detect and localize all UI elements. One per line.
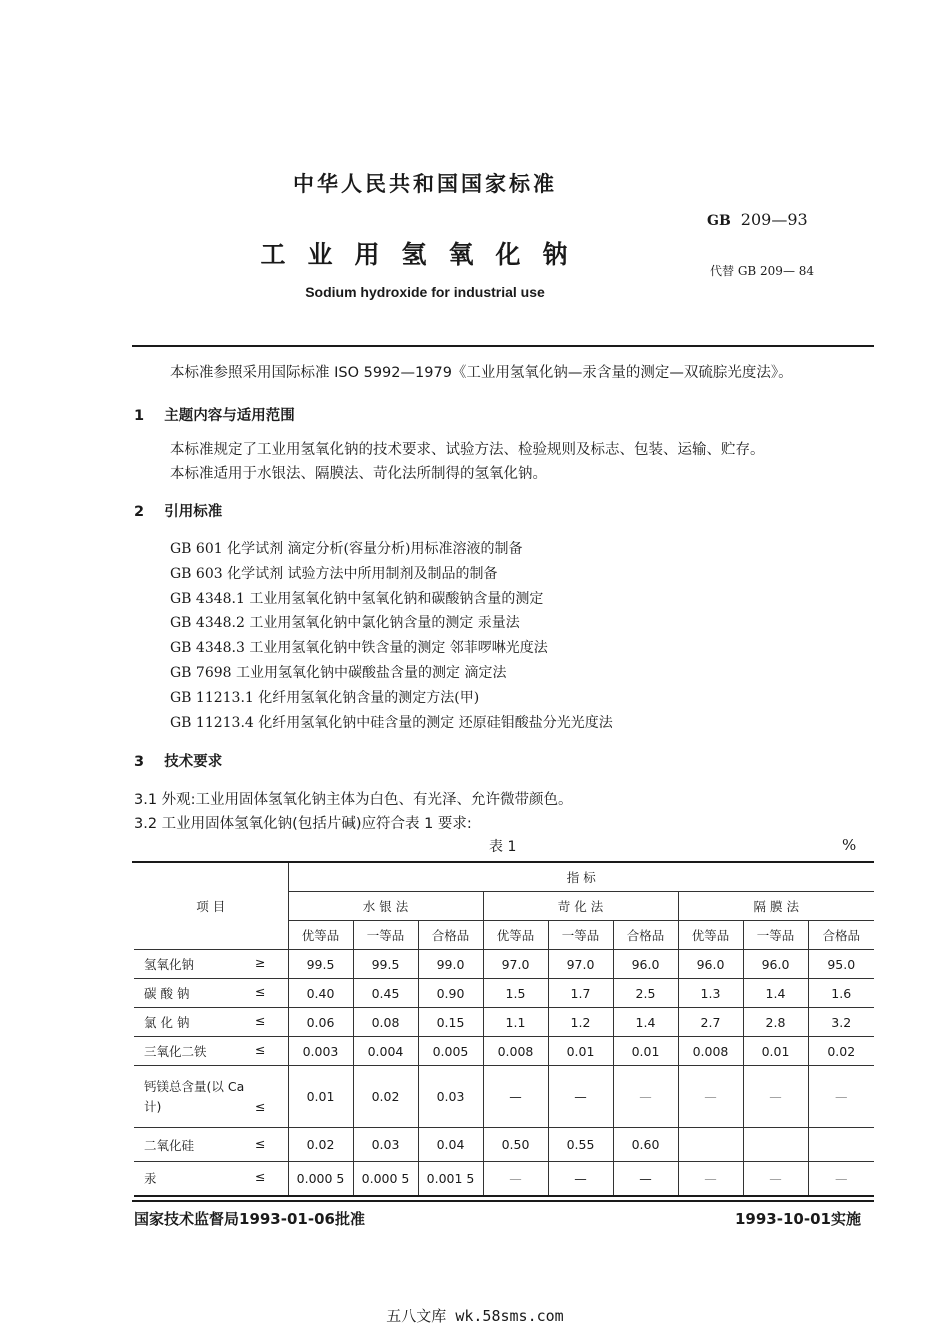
table-cell: 2.7 xyxy=(678,1008,743,1037)
grade-header: 一等品 xyxy=(743,921,808,950)
section-2-title: 引用标准 xyxy=(164,504,223,520)
table-cell: — xyxy=(678,1066,743,1128)
specification-table xyxy=(134,863,874,1197)
table-cell: — xyxy=(548,1162,613,1196)
row-name: 汞 xyxy=(144,1171,157,1187)
row-operator: ≤ xyxy=(255,1169,266,1185)
table-cell: 0.000 5 xyxy=(288,1162,353,1196)
english-title: Sodium hydroxide for industrial use xyxy=(305,284,545,300)
standard-number xyxy=(707,210,808,229)
table-cell: — xyxy=(613,1066,678,1128)
table-cell: 1.4 xyxy=(743,979,808,1008)
method-mercury: 水 银 法 xyxy=(288,892,483,921)
table-cell: 0.15 xyxy=(418,1008,483,1037)
table-header-row xyxy=(134,863,874,892)
row-label xyxy=(134,1162,288,1196)
table-cell: 1.6 xyxy=(808,979,874,1008)
row-name: 三氧化二铁 xyxy=(144,1044,207,1059)
method-diaphragm: 隔 膜 法 xyxy=(678,892,874,921)
table-cell: 0.90 xyxy=(418,979,483,1008)
footer-divider xyxy=(132,1200,874,1202)
section-1-number: 1 xyxy=(134,408,145,424)
table-cell xyxy=(743,1128,808,1162)
approval-statement: 国家技术监督局1993-01-06批准 xyxy=(134,1210,365,1228)
row-label xyxy=(134,950,288,979)
table-cell: 0.02 xyxy=(288,1128,353,1162)
reference-item: GB 11213.1 化纤用氢氧化钠含量的测定方法(甲) xyxy=(170,690,480,706)
table-cell: 96.0 xyxy=(743,950,808,979)
table-cell: 0.04 xyxy=(418,1128,483,1162)
table-row xyxy=(134,1066,874,1128)
clause-3-2: 3.2 工业用固体氢氧化钠(包括片碱)应符合表 1 要求: xyxy=(134,816,472,832)
table-cell: 0.02 xyxy=(353,1066,418,1128)
reference-item: GB 7698 工业用氢氧化钠中碳酸盐含量的测定 滴定法 xyxy=(170,665,507,681)
row-name: 二氧化硅 xyxy=(144,1137,195,1153)
table-row xyxy=(134,1162,874,1196)
table-cell: 1.7 xyxy=(548,979,613,1008)
standard-prefix: GB xyxy=(707,213,731,229)
table-cell: 0.01 xyxy=(613,1037,678,1066)
table-cell: 0.06 xyxy=(288,1008,353,1037)
standard-code: 209—93 xyxy=(740,210,808,229)
reference-item: GB 4348.1 工业用氢氧化钠中氢氧化钠和碳酸钠含量的测定 xyxy=(170,591,544,607)
table-cell: 2.8 xyxy=(743,1008,808,1037)
table-cell: 99.5 xyxy=(353,950,418,979)
table-row xyxy=(134,1008,874,1037)
table-cell: 0.02 xyxy=(808,1037,874,1066)
reference-item: GB 4348.2 工业用氢氧化钠中氯化钠含量的测定 汞量法 xyxy=(170,615,520,631)
row-name: 钙镁总含量(以 Ca xyxy=(144,1078,245,1094)
table-cell: 0.45 xyxy=(353,979,418,1008)
table-unit: % xyxy=(842,836,857,854)
grade-header: 合格品 xyxy=(418,921,483,950)
table-cell: 95.0 xyxy=(808,950,874,979)
table-cell: 1.3 xyxy=(678,979,743,1008)
table-cell: 0.01 xyxy=(288,1066,353,1128)
table-cell: 0.40 xyxy=(288,979,353,1008)
table-cell: 97.0 xyxy=(483,950,548,979)
section-3-number: 3 xyxy=(134,754,145,770)
table-cell: 99.0 xyxy=(418,950,483,979)
table-cell: 0.03 xyxy=(418,1066,483,1128)
row-label xyxy=(134,1066,288,1128)
item-header: 项 目 xyxy=(134,863,288,950)
row-name: 氢氧化钠 xyxy=(144,957,195,972)
table-cell: 1.1 xyxy=(483,1008,548,1037)
table-cell: 96.0 xyxy=(678,950,743,979)
grade-header: 一等品 xyxy=(353,921,418,950)
table-cell: — xyxy=(743,1162,808,1196)
effective-date: 1993-10-01实施 xyxy=(735,1210,861,1228)
table-cell xyxy=(678,1128,743,1162)
table-cell: 2.5 xyxy=(613,979,678,1008)
table-cell: 0.03 xyxy=(353,1128,418,1162)
row-label xyxy=(134,1128,288,1162)
table-cell: 0.01 xyxy=(548,1037,613,1066)
row-operator: ≤ xyxy=(255,1098,266,1114)
table-cell: — xyxy=(548,1066,613,1128)
table-cell: 3.2 xyxy=(808,1008,874,1037)
table-cell: — xyxy=(743,1066,808,1128)
grade-header: 优等品 xyxy=(288,921,353,950)
table-cell: 0.55 xyxy=(548,1128,613,1162)
table-cell: 0.01 xyxy=(743,1037,808,1066)
table-cell: 0.008 xyxy=(678,1037,743,1066)
table-cell: 99.5 xyxy=(288,950,353,979)
row-name: 碳 酸 钠 xyxy=(144,986,190,1001)
table-cell: 0.001 5 xyxy=(418,1162,483,1196)
table-cell: — xyxy=(808,1162,874,1196)
table-cell: 1.2 xyxy=(548,1008,613,1037)
section-3-title: 技术要求 xyxy=(164,754,223,770)
table-row xyxy=(134,1037,874,1066)
table-cell: 0.000 5 xyxy=(353,1162,418,1196)
table-cell: — xyxy=(483,1162,548,1196)
table-caption: 表 1 xyxy=(489,839,517,855)
grade-header: 优等品 xyxy=(483,921,548,950)
row-name-cont: 计) xyxy=(144,1098,162,1114)
table-cell: — xyxy=(678,1162,743,1196)
row-label xyxy=(134,1037,288,1066)
clause-3-1: 3.1 外观:工业用固体氢氧化钠主体为白色、有光泽、允许微带颜色。 xyxy=(134,792,573,808)
section-1-heading xyxy=(134,404,295,425)
table-cell: 0.50 xyxy=(483,1128,548,1162)
replaces-note: 代替 GB 209— 84 xyxy=(710,264,815,278)
table-cell: — xyxy=(613,1162,678,1196)
grade-header: 一等品 xyxy=(548,921,613,950)
table-row xyxy=(134,1128,874,1162)
section-1-title: 主题内容与适用范围 xyxy=(164,408,295,424)
method-causticization: 苛 化 法 xyxy=(483,892,678,921)
header-divider xyxy=(132,345,874,347)
row-label xyxy=(134,979,288,1008)
table-cell: 0.005 xyxy=(418,1037,483,1066)
row-operator: ≥ xyxy=(255,955,266,970)
table-row xyxy=(134,979,874,1008)
table-cell: 0.08 xyxy=(353,1008,418,1037)
national-standard-heading: 中华人民共和国国家标准 xyxy=(293,172,557,196)
table-cell: 1.5 xyxy=(483,979,548,1008)
section-2-number: 2 xyxy=(134,504,145,520)
table-row xyxy=(134,950,874,979)
row-label xyxy=(134,1008,288,1037)
table-cell: 1.4 xyxy=(613,1008,678,1037)
index-header: 指 标 xyxy=(288,863,874,892)
table-cell: — xyxy=(808,1066,874,1128)
row-operator: ≤ xyxy=(255,1013,266,1028)
grade-header: 合格品 xyxy=(808,921,874,950)
table-cell xyxy=(808,1128,874,1162)
reference-item: GB 11213.4 化纤用氢氧化钠中硅含量的测定 还原硅钼酸盐分光光度法 xyxy=(170,715,613,731)
table-cell: 0.60 xyxy=(613,1128,678,1162)
table-cell: 0.008 xyxy=(483,1037,548,1066)
table-cell: 97.0 xyxy=(548,950,613,979)
grade-header: 合格品 xyxy=(613,921,678,950)
table-cell: — xyxy=(483,1066,548,1128)
reference-item: GB 601 化学试剂 滴定分析(容量分析)用标准溶液的制备 xyxy=(170,541,523,557)
table-cell: 96.0 xyxy=(613,950,678,979)
row-name: 氯 化 钠 xyxy=(144,1015,190,1030)
row-operator: ≤ xyxy=(255,1135,266,1151)
grade-header: 优等品 xyxy=(678,921,743,950)
document-title: 工业用氢氧化钠 xyxy=(260,240,590,269)
intro-paragraph: 本标准参照采用国际标准 ISO 5992—1979《工业用氢氧化钠—汞含量的测定—双硫腙光度法》。 xyxy=(170,365,793,381)
row-operator: ≤ xyxy=(255,1042,266,1057)
row-operator: ≤ xyxy=(255,984,266,999)
reference-item: GB 4348.3 工业用氢氧化钠中铁含量的测定 邻菲啰啉光度法 xyxy=(170,640,548,656)
section-1-paragraph-2: 本标准适用于水银法、隔膜法、苛化法所制得的氢氧化钠。 xyxy=(170,466,547,482)
site-watermark: 五八文库 wk.58sms.com xyxy=(386,1307,564,1325)
table-cell: 0.003 xyxy=(288,1037,353,1066)
section-1-paragraph-1: 本标准规定了工业用氢氧化钠的技术要求、试验方法、检验规则及标志、包装、运输、贮存。 xyxy=(170,442,765,458)
reference-item: GB 603 化学试剂 试验方法中所用制剂及制品的制备 xyxy=(170,566,498,582)
section-2-heading xyxy=(134,500,222,521)
table-cell: 0.004 xyxy=(353,1037,418,1066)
section-3-heading xyxy=(134,750,222,771)
